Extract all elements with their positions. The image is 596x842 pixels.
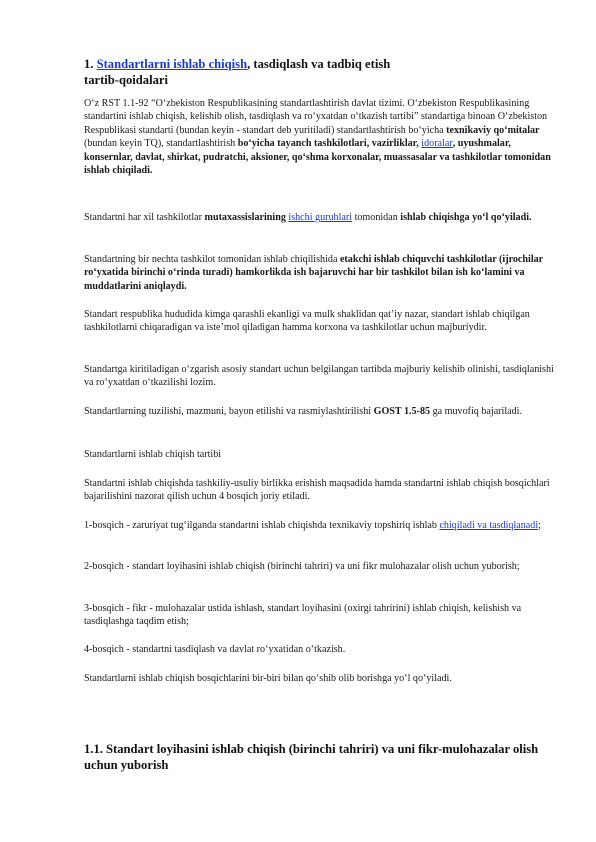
paragraph-1 [84,97,554,177]
bold-run: etakchi ishlab chiquvchi tashkilotlar (ijrochilar ro‘yxatida birinchi o‘rinda turadi) hamkorlikda ish bajaruvchi har bir tashkilot bilan ish ko‘lamini va muddatlarini aniqlaydi. [84,254,543,292]
paragraph-13: Standartlarni ishlab chiqish bosqichlarini bir-biri bilan qo‘shib olib borishga yo‘l qo‘yiladi. [84,673,452,684]
section-heading-1 [84,56,554,88]
text-run: tomonidan [352,212,401,223]
paragraph-6 [84,405,554,418]
link-ishchi-guruhlari[interactable]: ishchi guruhlari [288,212,353,223]
text-run: 1-bosqich - zaruriyat tug‘ilganda standartni ishlab chiqishda texnikaviy topshiriq ishlab [84,520,440,531]
bold-run: ishlab chiqishga yo‘l qo‘yiladi. [400,212,532,223]
text-run: O‘z RST 1.1-92 “O‘zbekiston Respublikasining standartlashtirish davlat tizimi. O‘zbekiston Respublikasining standartini ishlab chiqish, kelishib olish, tasdiqlash va ro‘yxatdan o‘tkazish tartibi” standartiga binoan O‘zbekiston Respublikasi standarti (bundan keyin - standart deb yuritiladi) standartlashtirish bo‘yicha [84,98,548,136]
bold-run: mutaxassislarining [204,212,289,223]
section-heading-1-1: 1.1. Standart loyihasini ishlab chiqish (birinchi tahriri) va uni fikr-mulohazalar olish uchun yuborish [84,742,539,772]
bold-run: , uyushmalar, konsernlar, davlat, shirkat, pudratchi, aksioner, qo‘shma korxonalar, muassasalar va tashkilotlar tomonidan ishlab chiqiladi. [84,138,551,177]
paragraph-8: Standartni ishlab chiqishda tashkiliy-usuliy birlikka erishish maqsadida hamda standartni ishlab chiqish bosqichlari bajarilishini nazorat qilish uchun 4 bosqich joriy etiladi. [84,478,550,503]
paragraph-7: Standartlarni ishlab chiqish tartibi [84,449,222,460]
text-run: ; [538,520,541,531]
paragraph-4: Standart respublika hududida kimga qarashli ekanligi va mulk shaklidan qat’iy nazar, standart ishlab chiqilgan tashkilotlarni chiqaradigan va iste’mol qiladigan hamma korxona va tashkilotlar uchun majburiydir. [84,309,530,334]
heading-number: 1. [84,57,94,71]
paragraph-9 [84,519,554,532]
text-run: Standartlarning tuzilishi, mazmuni, bayon etilishi va rasmiylashtirilishi [84,406,374,417]
bold-run: bo‘yicha tayanch tashkilotlari, vazirliklar, [237,138,422,150]
paragraph-3 [84,253,554,293]
bold-run: GOST 1.5-85 [373,406,431,417]
heading-text: , tasdiqlash va tadbiq etish [247,57,391,71]
text-run: ga muvofiq bajariladi. [430,406,523,417]
link-chiqiladi-va-tasdiqlanadi[interactable]: chiqiladi va tasdiqlanadi [439,520,539,531]
text-run: (bundan keyin TQ), standartlashtirish [84,138,238,150]
paragraph-12: 4-bosqich - standartni tasdiqlash va davlat ro‘yxatidan o‘tkazish. [84,644,346,655]
text-run: Standartni har xil tashkilotlar [84,212,205,223]
link-idoralar[interactable]: idoralar [421,138,453,150]
heading-link-standartlarni-ishlab-chiqish[interactable]: Standartlarni ishlab chiqish [96,57,248,71]
paragraph-5: Standartga kiritiladigan o‘zgarish asosiy standart uchun belgilangan tartibda majburiy kelishib olinishi, tasdiqlanishi va ro‘yxatdan o‘tkazilishi lozim. [84,364,554,389]
bold-run: texnikaviy qo‘mitalar [446,124,540,136]
paragraph-10: 2-bosqich - standart loyihasini ishlab chiqish (birinchi tahriri) va uni fikr mulohazalar olish uchun yuborish; [84,561,520,572]
heading-text-line2: tartib-qoidalari [84,73,168,87]
paragraph-11: 3-bosqich - fikr - mulohazalar ustida ishlash, standart loyihasini (oxirgi tahririni) ishlab chiqish, kelishish va tasdiqlashga taqdim etish; [84,603,522,628]
text-run: Standartning bir nechta tashkilot tomonidan ishlab chiqilishida [84,254,340,265]
paragraph-2 [84,211,554,224]
